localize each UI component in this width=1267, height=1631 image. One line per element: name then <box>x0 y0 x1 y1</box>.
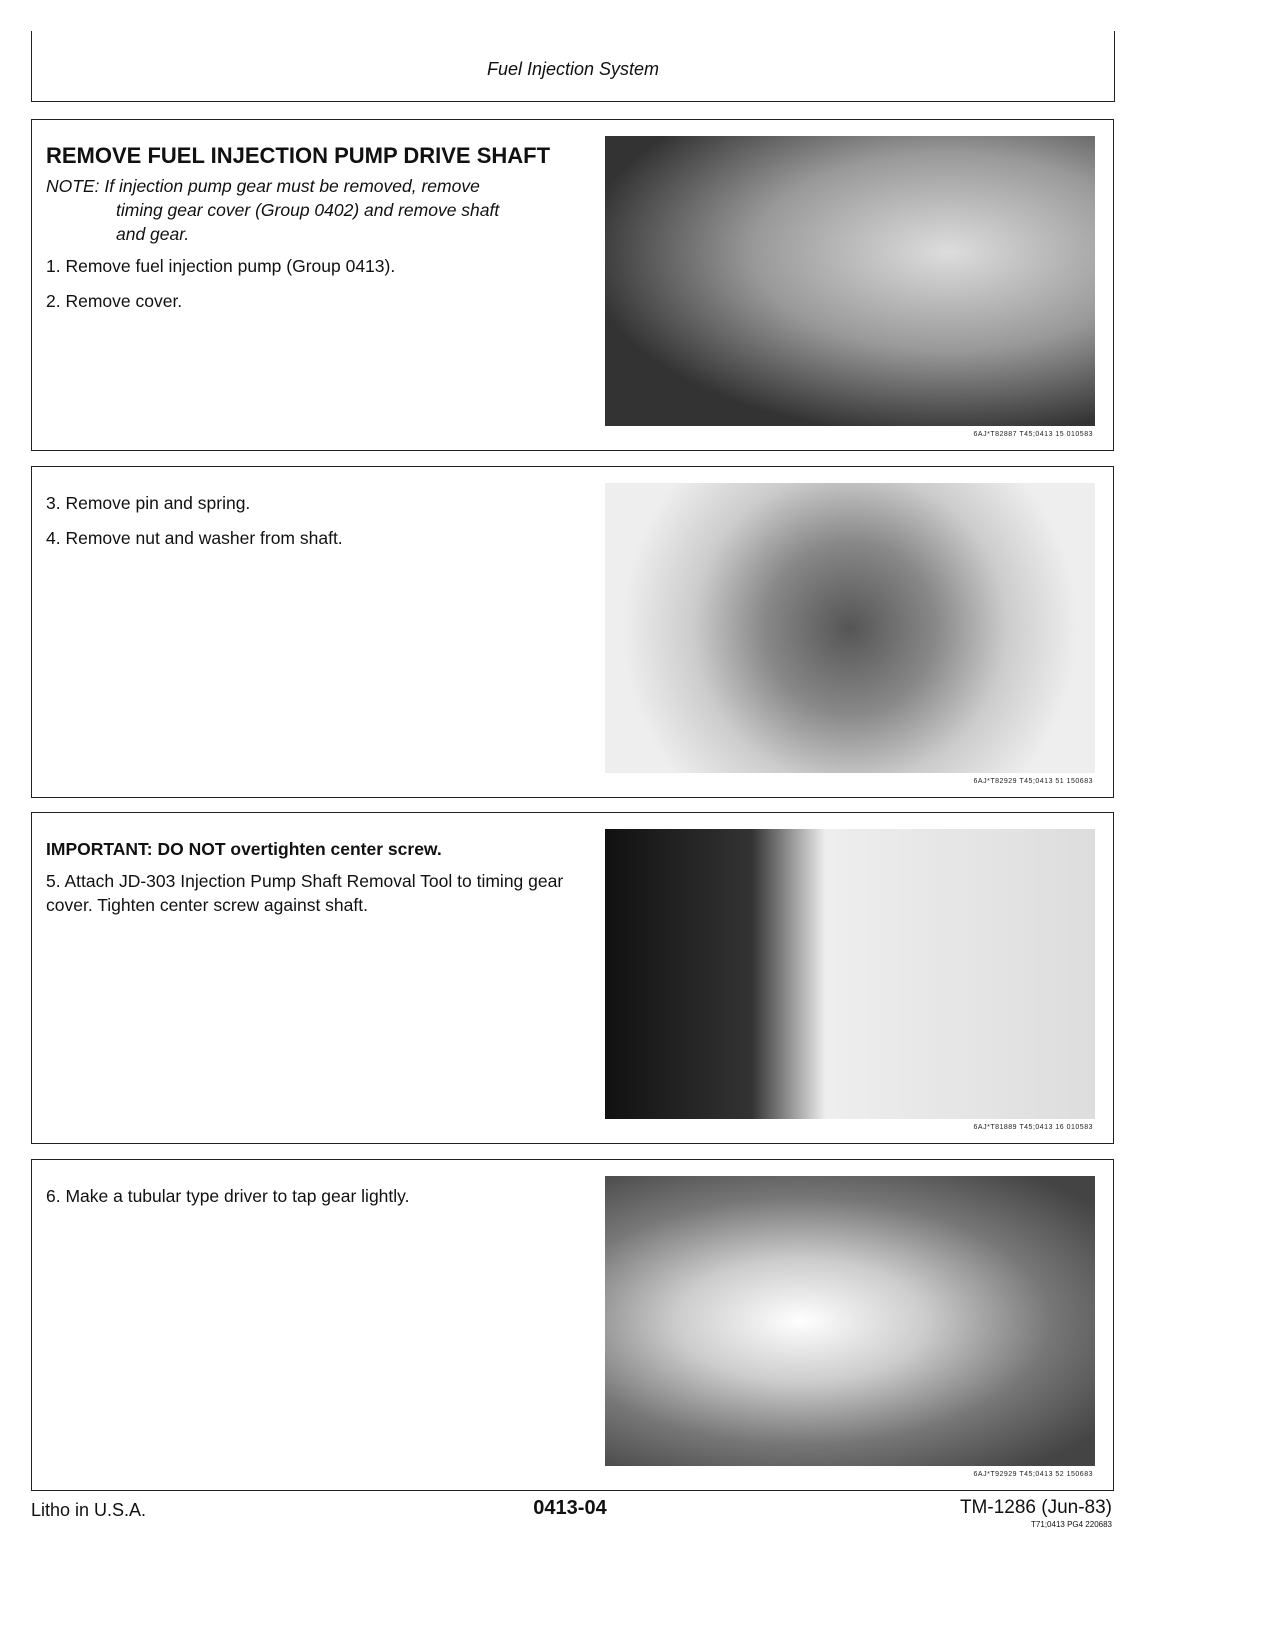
photo-caption: 6AJ*T92929 T45;0413 52 150683 <box>973 1471 1093 1478</box>
photo-caption: 6AJ*T81889 T45;0413 16 010583 <box>973 1124 1093 1131</box>
photo-cover-nut <box>605 483 1095 773</box>
important-notice: IMPORTANT: DO NOT overtighten center screw. <box>46 839 442 859</box>
photo-caption: 6AJ*T82887 T45;0413 15 010583 <box>973 431 1093 438</box>
step: 6. Make a tubular type driver to tap gear lightly. <box>46 1186 410 1206</box>
photo-caption: 6AJ*T82929 T45;0413 51 150683 <box>973 778 1093 785</box>
section-2 <box>31 466 1114 798</box>
step: 1. Remove fuel injection pump (Group 0413). <box>46 256 396 276</box>
section-heading: REMOVE FUEL INJECTION PUMP DRIVE SHAFT <box>46 143 551 168</box>
step: 5. Attach JD-303 Injection Pump Shaft Removal Tool to timing gear cover. Tighten center screw against shaft. <box>46 871 564 915</box>
section-3 <box>31 812 1114 1144</box>
page-header <box>31 31 1115 102</box>
photo-pump-area <box>605 136 1095 426</box>
header-title: Fuel Injection System <box>486 59 660 79</box>
footer-doc-id: TM-1286 (Jun-83) <box>959 1497 1112 1518</box>
step: 3. Remove pin and spring. <box>46 493 251 513</box>
note: NOTE: If injection pump gear must be removed, remove timing gear cover (Group 0402) and remove shaft and gear. <box>46 176 500 244</box>
footer-left: Litho in U.S.A. <box>31 1500 147 1520</box>
footer-code: T71;0413 PG4 220683 <box>1031 1520 1112 1529</box>
photo-removal-tool <box>605 829 1095 1119</box>
section-1 <box>31 119 1114 451</box>
page-number: 0413-04 <box>533 1497 607 1519</box>
step: 4. Remove nut and washer from shaft. <box>46 528 343 548</box>
step: 2. Remove cover. <box>46 291 183 311</box>
photo-tubular-driver <box>605 1176 1095 1466</box>
section-4 <box>31 1159 1114 1491</box>
